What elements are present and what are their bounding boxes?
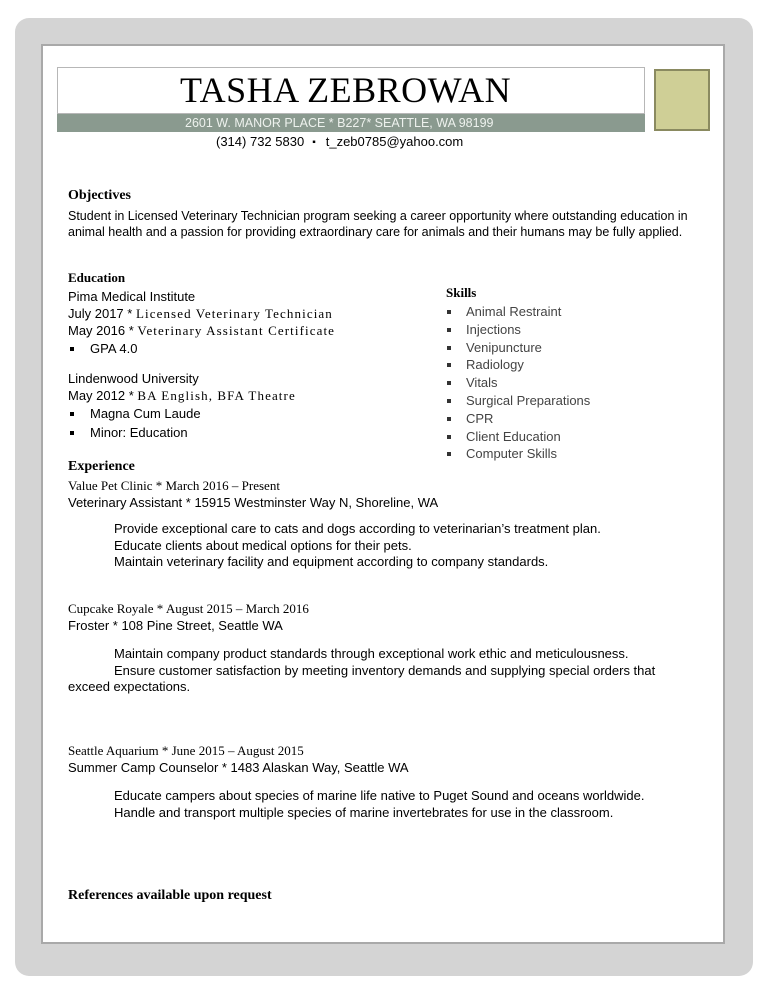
skill-item: Vitals (444, 374, 590, 392)
job-role: Froster * 108 Pine Street, Seattle WA (68, 618, 283, 633)
skills-list (444, 303, 590, 463)
job-employer: Value Pet Clinic * March 2016 – Present (68, 478, 280, 493)
job-duty: Maintain company product standards through exceptional work ethic and meticulousness. (114, 646, 629, 661)
phone: (314) 732 5830 (216, 134, 305, 149)
job-duty: Ensure customer satisfaction by meeting inventory demands and supplying special orders that exceed expectations. (68, 662, 656, 694)
skill-item: Client Education (444, 428, 590, 446)
references-note: References available upon request (68, 888, 272, 903)
contact-line (216, 134, 463, 151)
list-item: GPA 4.0 (68, 339, 335, 358)
job-duty: Educate campers about species of marine life native to Puget Sound and oceans worldwide. (114, 788, 645, 803)
separator-icon: ▪ (312, 137, 316, 148)
job-duty: Handle and transport multiple species of marine invertebrates for use in the classroom. (114, 804, 614, 820)
experience-heading: Experience (68, 459, 135, 474)
degree-line: July 2017 * Licensed Veterinary Technician (68, 306, 333, 321)
skill-item: Animal Restraint (444, 303, 590, 321)
skill-item: Venipuncture (444, 339, 590, 357)
skill-item: Computer Skills (444, 445, 590, 463)
job-role: Summer Camp Counselor * 1483 Alaskan Way, Seattle WA (68, 760, 409, 775)
job-3 (68, 743, 688, 821)
candidate-name: TASHA ZEBROWAN (180, 70, 512, 110)
address: 2601 W. MANOR PLACE * B227* SEATTLE, WA 98199 (185, 116, 494, 130)
job-duty: Educate clients about medical options for their pets. (114, 537, 412, 553)
job-employer: Seattle Aquarium * June 2015 – August 2015 (68, 743, 304, 758)
education-school-1 (68, 288, 335, 358)
skill-item: CPR (444, 410, 590, 428)
job-1 (68, 478, 708, 571)
objectives-heading: Objectives (68, 188, 131, 203)
skills-heading: Skills (446, 285, 477, 300)
education-school-2 (68, 370, 296, 442)
skill-item: Injections (444, 321, 590, 339)
school-name: Lindenwood University (68, 371, 199, 386)
accent-swatch (654, 69, 710, 131)
degree-line: May 2012 * BA English, BFA Theatre (68, 388, 296, 403)
list-item: Minor: Education (68, 423, 296, 442)
skill-item: Radiology (444, 356, 590, 374)
job-employer: Cupcake Royale * August 2015 – March 2016 (68, 601, 309, 616)
school-name: Pima Medical Institute (68, 289, 196, 304)
skill-item: Surgical Preparations (444, 392, 590, 410)
education-heading: Education (68, 270, 126, 285)
objectives-text: Student in Licensed Veterinary Technician program seeking a career opportunity where outstanding education in animal health and a passion for providing extraordinary care for animals and their humans may be fully applied. (68, 209, 688, 239)
job-duty: Provide exceptional care to cats and dogs according to veterinarian’s treatment plan. (114, 521, 601, 536)
job-role: Veterinary Assistant * 15915 Westminster Way N, Shoreline, WA (68, 495, 439, 510)
job-duty: Maintain veterinary facility and equipment according to company standards. (114, 554, 549, 569)
email-link[interactable]: t_zeb0785@yahoo.com (325, 134, 464, 149)
list-item: Magna Cum Laude (68, 404, 296, 423)
degree-line: May 2016 * Veterinary Assistant Certificate (68, 323, 336, 338)
job-2 (68, 601, 688, 696)
